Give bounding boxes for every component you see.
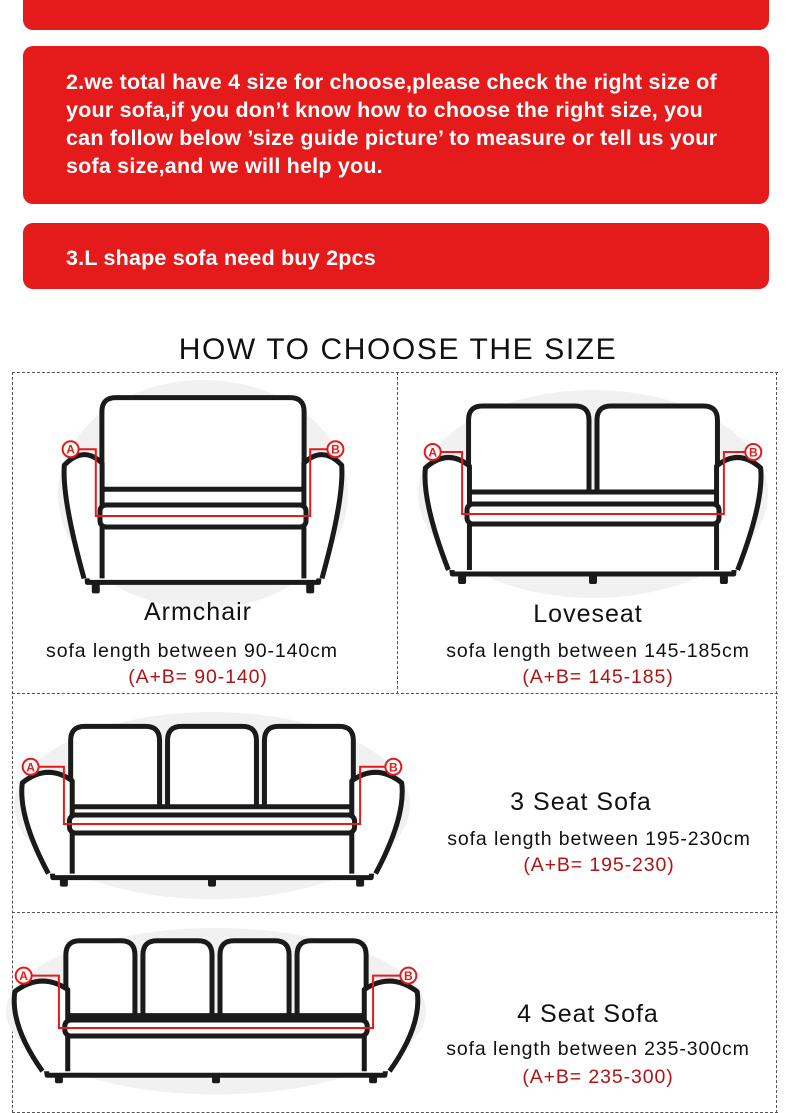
- size-length: sofa length between 145-185cm: [446, 640, 750, 662]
- sofa-leg: [55, 1075, 63, 1083]
- size-guide-heading: HOW TO CHOOSE THE SIZE: [178, 333, 618, 366]
- marker-a-label: A: [19, 969, 28, 984]
- size-ab-range: (A+B= 235-300): [522, 1066, 674, 1088]
- grid-divider-row-1: [12, 693, 778, 694]
- marker-a-label: A: [26, 760, 35, 775]
- sofa-leg: [356, 878, 364, 887]
- sofa-leg: [306, 582, 314, 593]
- notice-banner-1: [23, 0, 769, 30]
- size-ab-range: (A+B= 195-230): [523, 854, 675, 876]
- marker-b-label: B: [404, 969, 413, 984]
- sofa-leg: [458, 574, 466, 584]
- sofa-leg: [208, 878, 216, 887]
- back-cushion: [66, 941, 135, 1016]
- back-cushion: [597, 406, 717, 500]
- size-ab-range: (A+B= 145-185): [522, 666, 674, 688]
- size-name: 3 Seat Sofa: [510, 788, 652, 816]
- notice-text-3: 3.L shape sofa need buy 2pcs: [66, 246, 376, 270]
- back-cushion: [168, 726, 257, 811]
- sofa-leg: [92, 582, 100, 593]
- back-cushion: [297, 941, 366, 1016]
- size-name: Loveseat: [533, 600, 643, 628]
- sofa-leg: [720, 574, 728, 584]
- marker-a-label: A: [66, 442, 75, 457]
- back-cushion: [102, 398, 304, 501]
- back-cushion: [143, 941, 212, 1016]
- size-length: sofa length between 235-300cm: [446, 1038, 750, 1060]
- armchair-illustration: [58, 380, 348, 600]
- notice-banner-2: [23, 46, 769, 204]
- size-name: 4 Seat Sofa: [517, 1000, 659, 1028]
- sofa-leg: [369, 1075, 377, 1083]
- size-name: Armchair: [143, 598, 252, 626]
- size-length: sofa length between 90-140cm: [46, 640, 338, 662]
- marker-b-label: B: [748, 445, 758, 460]
- four-seat-sofa-illustration: [6, 928, 426, 1088]
- loveseat-illustration: [418, 390, 768, 590]
- notice-banner-3: [23, 223, 769, 289]
- marker-b-label: B: [331, 442, 340, 457]
- back-cushion: [220, 941, 289, 1016]
- sofa-leg: [212, 1075, 220, 1083]
- size-ab-range: (A+B= 90-140): [128, 666, 268, 688]
- grid-divider-row-2: [12, 912, 778, 913]
- marker-a-label: A: [428, 445, 438, 460]
- three-seat-sofa-illustration: [14, 712, 410, 892]
- marker-b-label: B: [389, 760, 398, 775]
- size-length: sofa length between 195-230cm: [447, 828, 751, 850]
- sofa-leg: [589, 574, 597, 584]
- notice-text-2: 2.we total have 4 size for choose,please check the right size of your sofa,if you don’t know how to choose the right size, you can follow below ’size guide picture’ to measure or tell us your sofa size,and we will help you.: [66, 70, 718, 178]
- back-cushion: [71, 726, 160, 811]
- back-cushion: [264, 726, 353, 811]
- back-cushion: [469, 406, 589, 500]
- sofa-leg: [60, 878, 68, 887]
- grid-border-top: [12, 372, 778, 373]
